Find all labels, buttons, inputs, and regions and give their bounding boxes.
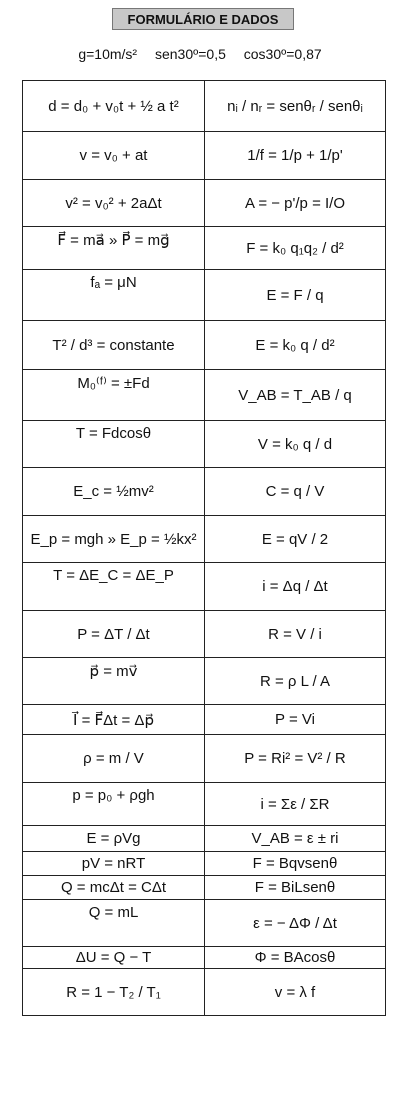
cos30-constant: cos30º=0,87 [243,46,322,62]
formula-left: T² / d³ = constante [23,321,205,370]
table-row [23,370,386,421]
table-row [23,876,386,900]
formula-right: V = k₀ q / d [205,421,386,468]
formula-right: R = V / i [205,611,386,658]
formula-right: ε = − ΔΦ / Δt [205,900,386,947]
table-row [23,321,386,370]
formula-right: F = Bqvsenθ [205,852,386,876]
formula-right: E = qV / 2 [205,516,386,563]
formula-right: F = k₀ q₁q₂ / d² [205,227,386,270]
formula-right: i = Δq / Δt [205,563,386,611]
formula-right: V_AB = T_AB / q [205,370,386,421]
formula-left: fₐ = μN [23,270,205,321]
table-row [23,611,386,658]
formula-left: v² = v₀² + 2aΔt [23,180,205,227]
formula-right: A = − p'/p = I/O [205,180,386,227]
table-row [23,900,386,947]
table-row [23,468,386,516]
table-row [23,826,386,852]
formula-left: E = ρVg [23,826,205,852]
formula-right: i = Σε / ΣR [205,783,386,826]
formula-left: d = d₀ + v₀t + ½ a t² [23,81,205,132]
table-row [23,735,386,783]
formula-left: Q = mcΔt = CΔt [23,876,205,900]
table-row [23,180,386,227]
formula-left: E_c = ½mv² [23,468,205,516]
formula-right: P = Ri² = V² / R [205,735,386,783]
formula-right: C = q / V [205,468,386,516]
formula-left: v = v₀ + at [23,132,205,180]
table-row [23,947,386,969]
table-row [23,227,386,270]
formula-left: T = Fdcosθ [23,421,205,468]
formula-left: R = 1 − T₂ / T₁ [23,969,205,1016]
table-row [23,270,386,321]
formula-left: ΔU = Q − T [23,947,205,969]
formula-right: E = k₀ q / d² [205,321,386,370]
constants-line [0,46,400,62]
formula-right: nᵢ / nᵣ = senθᵣ / senθᵢ [205,81,386,132]
formula-left: M₀⁽ᶠ⁾ = ±Fd [23,370,205,421]
formula-left: p = p₀ + ρgh [23,783,205,826]
formula-right: Φ = BAcosθ [205,947,386,969]
formula-table [22,80,386,1016]
gravity-constant: g=10m/s² [78,46,138,62]
formula-right: F = BiLsenθ [205,876,386,900]
table-row [23,783,386,826]
formula-left: ρ = m / V [23,735,205,783]
table-row [23,658,386,705]
formula-left: Q = mL [23,900,205,947]
formula-left: F⃗ = ma⃗ » P⃗ = mg⃗ [23,227,205,270]
table-row [23,852,386,876]
formula-left: T = ΔE_C = ΔE_P [23,563,205,611]
form-title: FORMULÁRIO E DADOS [112,8,294,30]
formula-left: E_p = mgh » E_p = ½kx² [23,516,205,563]
table-row [23,969,386,1016]
table-row [23,421,386,468]
table-row [23,516,386,563]
formula-left: P = ΔT / Δt [23,611,205,658]
table-row [23,81,386,132]
formula-right: E = F / q [205,270,386,321]
formula-right: R = ρ L / A [205,658,386,705]
formula-right: V_AB = ε ± ri [205,826,386,852]
table-row [23,705,386,735]
formula-left: pV = nRT [23,852,205,876]
table-row [23,132,386,180]
formula-right: P = Vi [205,705,386,735]
sin30-constant: sen30º=0,5 [154,46,226,62]
formula-left: p⃗ = mv⃗ [23,658,205,705]
formula-right: v = λ f [205,969,386,1016]
table-row [23,563,386,611]
formula-left: I⃗ = F⃗Δt = Δp⃗ [23,705,205,735]
formula-right: 1/f = 1/p + 1/p' [205,132,386,180]
